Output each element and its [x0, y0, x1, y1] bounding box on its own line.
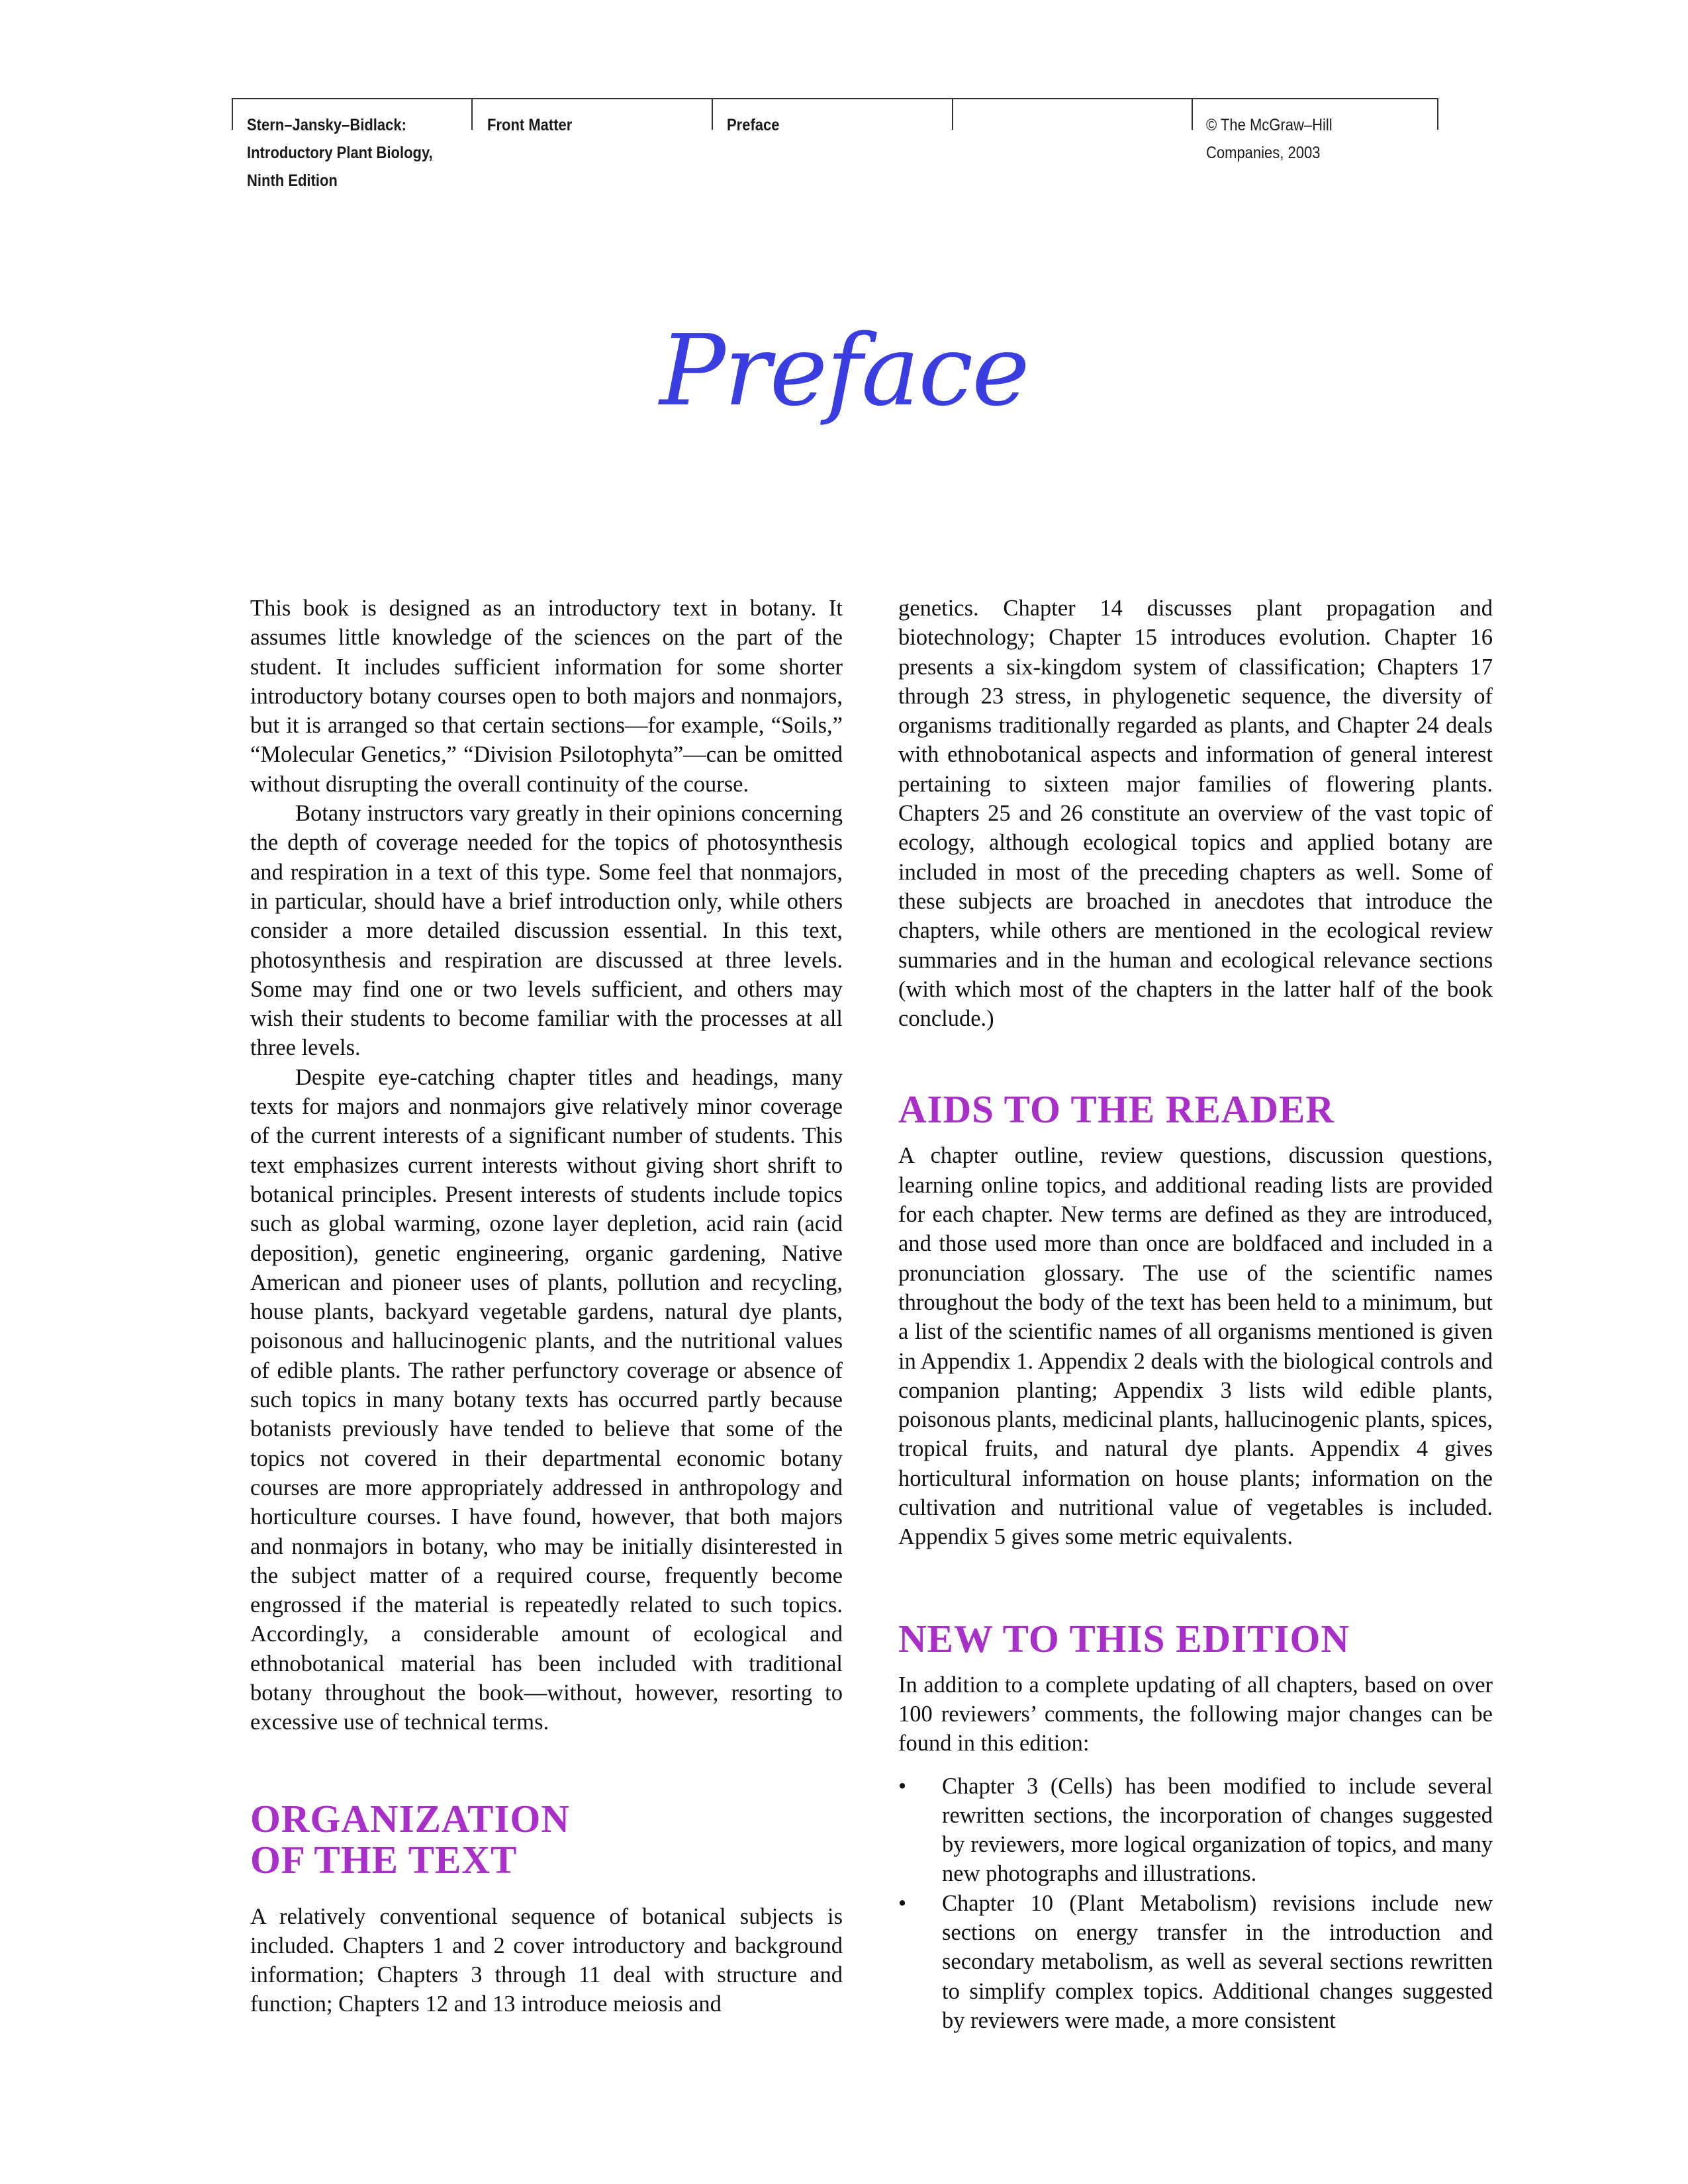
section-heading-aids: AIDS TO THE READER [898, 1087, 1335, 1132]
bullet-icon: • [898, 1773, 907, 1799]
header-book-line: Introductory Plant Biology, [247, 144, 433, 162]
header-copyright [1206, 111, 1333, 167]
changes-list [898, 1772, 1493, 2036]
list-item-text: Chapter 3 (Cells) has been modified to include several rewritten sections, the incorporation of changes suggested by reviewers, more logical organization of topics, and many new photographs and illustrations. [942, 1773, 1493, 1887]
section-heading-new-edition: NEW TO THIS EDITION [898, 1616, 1350, 1661]
header-rule [232, 98, 1438, 99]
header-section: Front Matter [487, 116, 573, 134]
header-divider [232, 98, 233, 130]
list-item [898, 1889, 1493, 2035]
body-paragraph: In addition to a complete updating of all chapters, based on over 100 reviewers’ comments, the following major changes can be found in this edition: [898, 1672, 1493, 1756]
header-divider [1437, 98, 1438, 130]
body-paragraph: genetics. Chapter 14 discusses plant propagation and biotechnology; Chapter 15 introduces evolution. Chapter 16 presents a six-kingdom system of classification; Chapters 17 through 23 stress, in phylogenetic sequence, the diversity of organisms traditionally regarded as plants, and Chapter 24 deals with ethnobotanical aspects and information of general interest pertaining to sixteen major families of flowering plants. Chapters 25 and 26 constitute an overview of the vast topic of ecology, although ecological topics and applied botany are included in most of the preceding chapters as well. Some of these subjects are broached in anecdotes that introduce the chapters, while others are mentioned in the ecological review summaries and in the human and ecological relevance sections (with which most of the chapters in the latter half of the book conclude.) [898, 596, 1493, 1032]
page-title: Preface [659, 314, 1029, 428]
list-item-text: Chapter 10 (Plant Metabolism) revisions include new sections on energy transfer in the introduction and secondary metabolism, as well as several sections rewritten to simplify complex topics. Additional changes suggested by reviewers were made, a more consistent [942, 1890, 1493, 2033]
header-book-line: Ninth Edition [247, 171, 338, 190]
header-divider [471, 98, 473, 130]
left-column [250, 594, 843, 2019]
heading-line: OF THE TEXT [250, 1837, 518, 1882]
right-column [898, 594, 1493, 2035]
header-divider [952, 98, 953, 130]
section-heading-organization [250, 1798, 843, 1880]
heading-line: ORGANIZATION [250, 1796, 570, 1841]
header-divider [712, 98, 713, 130]
header-divider [1192, 98, 1193, 130]
body-paragraph: Botany instructors vary greatly in their opinions concerning the depth of coverage needed for the topics of photosynthesis and respiration in a text of this type. Some feel that nonmajors, in particular, should have a brief introduction only, while others consider a more detailed discussion essential. In this text, photosynthesis and respiration are discussed at three levels. Some may find one or two levels sufficient, and others may wish their students to become familiar with the processes at all three levels. [250, 801, 843, 1061]
header-copyright-line: Companies, 2003 [1206, 144, 1321, 162]
header-chapter: Preface [727, 116, 780, 134]
header-book-info [247, 111, 433, 195]
body-paragraph: Despite eye-catching chapter titles and headings, many texts for majors and nonmajors give relatively minor coverage of the current interests of a significant number of students. This text emphasizes current interests without giving short shrift to botanical principles. Present interests of students include topics such as global warming, ozone layer depletion, acid rain (acid deposition), genetic engineering, organic gardening, Native American and pioneer uses of plants, pollution and recycling, house plants, backyard vegetable gardens, natural dye plants, poisonous and hallucinogenic plants, and the nutritional values of edible plants. The rather perfunctory coverage or absence of such topics in many botany texts has occurred partly because botanists previously have tended to believe that some of the topics not covered in their departmental economic botany courses are more appropriately addressed in anthropology and horticulture courses. I have found, however, that both majors and nonmajors in botany, who may be initially disinterested in the subject matter of a required course, frequently become engrossed if the material is repeatedly related to such topics. Accordingly, a considerable amount of ecological and ethnobotanical material has been included with traditional botany throughout the book—without, however, resorting to excessive use of technical terms. [250, 1064, 843, 1735]
header-copyright-line: © The McGraw–Hill [1206, 116, 1333, 134]
header-book-line: Stern–Jansky–Bidlack: [247, 116, 406, 134]
body-paragraph: A relatively conventional sequence of botanical subjects is included. Chapters 1 and 2 cover introductory and background information; Chapters 3 through 11 deal with structure and function; Chapters 12 and 13 introduce meiosis and [250, 1903, 843, 2017]
bullet-icon: • [898, 1890, 907, 1916]
body-paragraph: A chapter outline, review questions, discussion questions, learning online topics, and additional reading lists are provided for each chapter. New terms are defined as they are introduced, and those used more than once are boldfaced and included in a pronunciation glossary. The use of the scientific names throughout the body of the text has been held to a minimum, but a list of the scientific names of all organisms mentioned is given in Appendix 1. Appendix 2 deals with the biological controls and companion planting; Appendix 3 lists wild edible plants, poisonous plants, medicinal plants, hallucinogenic plants, spices, tropical fruits, and natural dye plants. Appendix 4 gives horticultural information on house plants; information on the cultivation and nutritional value of vegetables is included. Appendix 5 gives some metric equivalents. [898, 1143, 1493, 1550]
body-paragraph: This book is designed as an introductory text in botany. It assumes little knowledge of the sciences on the part of the student. It includes sufficient information for some shorter introductory botany courses open to both majors and nonmajors, but it is arranged so that certain sections—for example, “Soils,” “Molecular Genetics,” “Division Psilotophyta”—can be omitted without disrupting the overall continuity of the course. [250, 596, 843, 797]
list-item [898, 1772, 1493, 1889]
